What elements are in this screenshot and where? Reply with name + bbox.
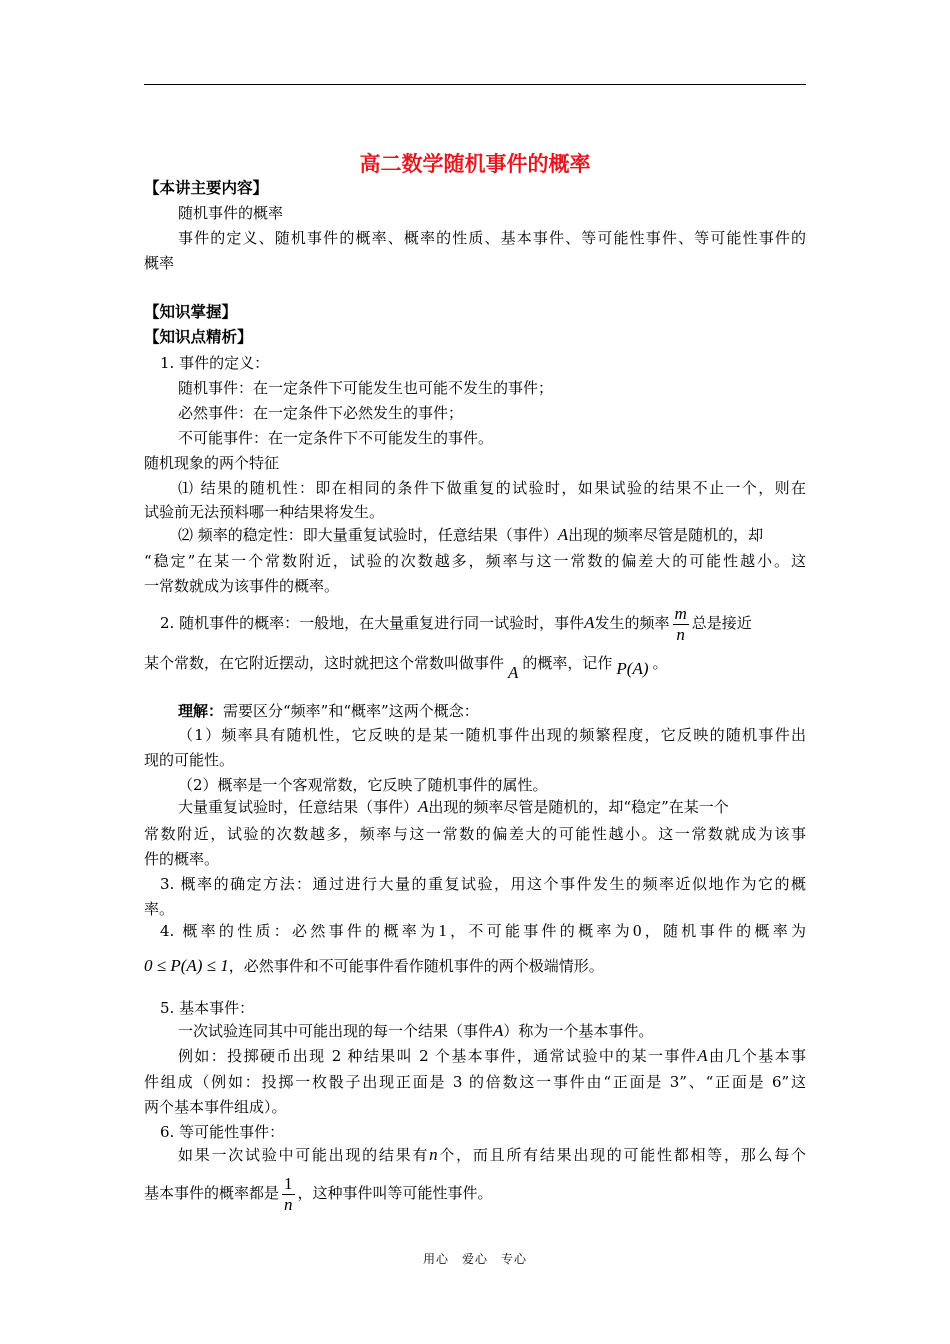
header-rule [144, 84, 806, 85]
math-inequality: 0 ≤ P(A) ≤ 1 [144, 956, 229, 975]
feature-1-line-2: 试验前无法预料哪一种结果将发生。 [144, 503, 385, 521]
fraction-denominator: n [676, 624, 685, 644]
text-span: ，这种事件叫等可能性事件。 [297, 1184, 493, 1202]
section-subheading-points: 【知识点精析】 [144, 328, 253, 346]
understanding-2: （2）概率是一个客观常数，它反映了随机事件的属性。 [178, 776, 548, 794]
understanding-label: 理解： [178, 702, 224, 720]
math-zero: 0 [632, 921, 642, 940]
point-3-line-1: 3. 概率的确定方法：通过进行大量的重复试验，用这个事件发生的频率近似地作为它的概 [160, 875, 806, 893]
text-span: 出现的频率尽管是随机的，却 [568, 526, 764, 544]
understanding-intro [178, 700, 806, 722]
math-A: A [697, 1046, 708, 1065]
point-6-heading: 6. 等可能性事件： [160, 1123, 285, 1141]
text-span: ）称为一个基本事件。 [503, 1022, 654, 1040]
text-span: 4. 概率的性质：必然事件的概率为 [160, 922, 439, 940]
point-2-line-2 [144, 652, 806, 682]
section-heading-knowledge: 【知识掌握】 [144, 303, 238, 321]
page-title: 高二数学随机事件的概率 [359, 152, 591, 176]
point-4-line-1 [160, 920, 806, 942]
text-span: 。 [652, 654, 668, 672]
random-phenomenon-heading: 随机现象的两个特征 [144, 454, 280, 472]
point-5-heading: 5. 基本事件： [160, 999, 255, 1017]
math-A: A [493, 1021, 504, 1040]
text-span: 例如：投掷硬币出现 2 种结果叫 2 个基本事件，通常试验中的某一事件 [178, 1047, 698, 1065]
fraction-denominator: n [284, 1194, 293, 1214]
page-footer: 用心 爱心 专心 [422, 1252, 527, 1266]
text-span: 的概率，记作 [522, 654, 613, 672]
math-A: A [418, 797, 429, 816]
text-span: 一次试验连同其中可能出现的每一个结果（事件 [178, 1022, 494, 1040]
point-5-line-3: 件组成（例如：投掷一枚骰子出现正面是 3 的倍数这一事件由“正面是 3”、“正面是 6”这 [144, 1073, 806, 1091]
text-span: 发生的频率 [594, 614, 670, 632]
definition-impossible-event: 不可能事件：在一定条件下不可能发生的事件。 [178, 429, 494, 447]
text-span: ⑵ 频率的稳定性：即大量重复试验时，任意结果（事件） [178, 526, 558, 544]
text-span: 需要区分“频率”和“概率”这两个概念： [223, 702, 479, 720]
understanding-1-line-2: 现的可能性。 [144, 751, 235, 769]
point-5-line-4: 两个基本事件组成）。 [144, 1098, 287, 1116]
feature-1-line-1: ⑴ 结果的随机性：即在相同的条件下做重复的试验时，如果试验的结果不止一个，则在 [178, 479, 806, 497]
text-span: 2. 随机事件的概率：一般地，在大量重复进行同一试验时，事件 [160, 614, 585, 632]
feature-2-line-1 [178, 524, 806, 546]
text-span: 大量重复试验时，任意结果（事件） [178, 798, 419, 816]
feature-2-line-2: “稳定”在某一个常数附近，试验的次数越多，频率与这一常数的偏差大的可能性越小。这 [144, 552, 806, 570]
fraction-m-over-n [673, 604, 689, 645]
text-span: 出现的频率尽管是随机的，却“稳定”在某一个 [428, 798, 729, 816]
text-span: ，随机事件的概率为 [641, 922, 806, 940]
feature-2-line-3: 一常数就成为该事件的概率。 [144, 577, 340, 595]
definition-certain-event: 必然事件：在一定条件下必然发生的事件； [178, 404, 464, 422]
math-A: A [508, 663, 519, 682]
point-5-line-2 [178, 1045, 806, 1067]
text-span: 总是接近 [691, 614, 752, 632]
math-P-of-A: P(A) [616, 659, 649, 678]
text-span: 某个常数，在它附近摆动，这时就把这个常数叫做事件 [144, 654, 505, 672]
section-heading-main-content: 【本讲主要内容】 [144, 179, 269, 197]
text-span: ，不可能事件的概率为 [446, 922, 633, 940]
topics-list-line-1: 事件的定义、随机事件的概率、概率的性质、基本事件、等可能性事件、等可能性事件的 [178, 229, 806, 247]
understanding-3-line-2: 常数附近，试验的次数越多，频率与这一常数的偏差大的可能性越小。这一常数就成为该事 [144, 825, 806, 843]
definition-random-event: 随机事件：在一定条件下可能发生也可能不发生的事件； [178, 379, 554, 397]
topic-line: 随机事件的概率 [178, 204, 284, 222]
text-span: ，必然事件和不可能事件看作随机事件的两个极端情形。 [228, 957, 604, 975]
math-A: A [557, 525, 569, 544]
point-2-line-1 [160, 602, 806, 645]
math-one: 1 [438, 921, 447, 940]
point-3-line-2: 率。 [144, 900, 175, 918]
fraction-numerator: 1 [284, 1173, 293, 1193]
math-n: n [429, 1145, 438, 1164]
text-span: 由几个基本事 [707, 1047, 806, 1065]
fraction-numerator: m [674, 603, 687, 623]
point-6-line-1 [178, 1144, 806, 1166]
understanding-3-line-1 [178, 796, 806, 818]
understanding-3-line-3: 件的概率。 [144, 850, 220, 868]
text-span: 基本事件的概率都是 [144, 1184, 280, 1202]
math-A: A [584, 613, 595, 632]
point-4-line-2 [144, 955, 806, 977]
point-5-line-1 [178, 1020, 806, 1042]
topics-list-line-2: 概率 [144, 254, 175, 272]
point-6-line-2 [144, 1172, 806, 1215]
point-1-heading: 1. 事件的定义： [160, 354, 270, 372]
understanding-1-line-1: （1）频率具有随机性，它反映的是某一随机事件出现的频繁程度，它反映的随机事件出 [178, 726, 806, 744]
fraction-1-over-n [282, 1174, 295, 1215]
text-span: 如果一次试验中可能出现的结果有 [178, 1146, 430, 1164]
text-span: 个，而且所有结果出现的可能性都相等，那么每个 [437, 1146, 806, 1164]
